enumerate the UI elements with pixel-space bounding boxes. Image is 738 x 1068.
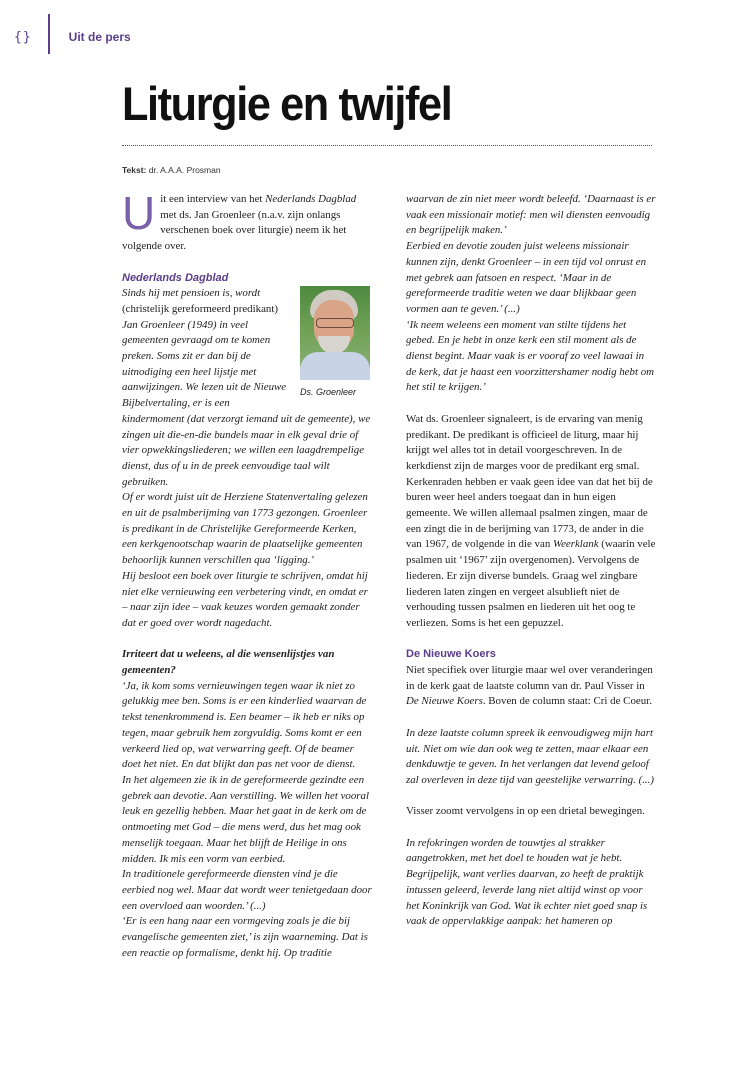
- paragraph-5: In het algemeen zie ik in de gereformeerde gezindte een gebrek aan devotie. Aan verstilling. We willen het vooral leuk en gezellig hebben. Maar het gaat in de kerk om de ontmoeting met God – die mens werd, dus het mag ook menselijk toegaan. Maar het blijft de Heilige in ons midden. Ik mis een vorm van eerbied.: [122, 773, 370, 865]
- byline-label: Tekst:: [122, 165, 147, 175]
- paragraph-3: Hij besloot een boek over liturgie te schrijven, omdat hij niet elke vernieuwing een verbetering vindt, en omdat er – naar zijn idee – vaak keuzes worden gemaakt zonder dat er goed over wordt nagedacht.: [122, 569, 368, 629]
- braces-icon: {}: [14, 29, 32, 45]
- p1-a: Sinds hij met pensioen is, wordt: [122, 287, 261, 300]
- paragraph-r4: [406, 412, 656, 632]
- paragraph-r7: Visser zoomt vervolgens in op een drietal bewegingen.: [406, 805, 645, 818]
- p1-b: (christelijk gereformeerd predikant): [122, 302, 279, 315]
- paragraph-r3: ‘Ik neem weleens een moment van stilte tijdens het gebed. En je hebt in onze kerk een stil moment als de dienst begint. Maar vaak is er vooraf zo veel lawaai in de kerk, dat je haast een voorzittershamer nodig hebt om het stil te krijgen.’: [406, 318, 655, 394]
- paragraph-6: In traditionele gereformeerde diensten vind je die eerbied nog wel. Maar dat wordt weer tenietgedaan door een overvloed aan woorden.’ (...): [122, 868, 372, 912]
- r4-c: (waarin vele psalmen uit ‘1967’ zijn overgenomen). Vervolgens de liederen. Er zijn diverse bundels. Graag wel zingbare liederen laten zingen en vergeet alsublieft niet de verhouding tussen psalmen en liederen uit het oog te verliezen. Soms is het een gepuzzel.: [406, 538, 656, 629]
- subheading-dnk: De Nieuwe Koers: [406, 648, 496, 661]
- byline: [122, 165, 221, 175]
- right-column: [406, 192, 656, 930]
- paragraph-1: [122, 286, 372, 490]
- paragraph-2: Of er wordt juist uit de Herziene Statenvertaling gelezen en uit de psalmberijming van 1773 gezongen. Groenleer is predikant in de Christelijke Gereformeerde Kerken, een kerkgenootschap waarin de plaatselijke gemeenten behoorlijk kunnen verschillen qua ‘ligging.’: [122, 491, 368, 567]
- title-divider: [122, 145, 652, 146]
- article-title: Liturgie en twijfel: [122, 77, 452, 130]
- header-divider: [48, 14, 50, 54]
- interview-question: Irriteert dat u weleens, al die wensenlijstjes van gemeenten?: [122, 648, 335, 677]
- page-header: [14, 22, 131, 52]
- intro-paragraph: [122, 187, 372, 255]
- p1-c: Jan Groenleer (1949) in veel gemeenten gevraagd om te komen preken. Soms zit er dan bij de uitnodiging een heel lijstje met aanwijzingen. We lezen uit de Nieuwe Bijbelvertaling, er is een kindermoment (dat verzorgt iemand uit de gemeente), we zingen uit die-en-die bundels maar in elk geval drie of vier opwekkingsliederen; we willen een laagdrempelige dienst, dus of u in de preek eenvoudige taal wilt gebruiken.: [122, 318, 371, 488]
- intro-source: Nederlands Dagblad: [265, 193, 357, 205]
- portrait-figure: [300, 286, 372, 401]
- r5-c: . Boven de column staat: Cri de Coeur.: [482, 695, 652, 708]
- byline-author: dr. A.A.A. Prosman: [148, 165, 221, 175]
- r5-b: De Nieuwe Koers: [406, 695, 483, 708]
- paragraph-r8: In refokringen worden de touwtjes al strakker aangetrokken, met het doel te houden wat je hebt. Begrijpelijk, want verlies daarvan, zo heeft de praktijk intussen geleerd, leverde lang niet altijd winst op voor het Koninkrijk van God. Wat ik echter niet goed snap is vaak de oppervlakkige aanpak: het hameren op: [406, 836, 648, 928]
- paragraph-r2: Eerbied en devotie zouden juist weleens missionair kunnen zijn, denkt Groenleer – in een tijd vol onrust en met gebrek aan fatsoen en respect. ‘Maar in de gereformeerde traditie weten we daar blijkbaar geen vormen aan te geven.’ (...): [406, 240, 647, 315]
- intro-text: it een interview van het: [160, 193, 266, 205]
- left-column: [122, 187, 372, 961]
- section-label: Uit de pers: [68, 30, 131, 44]
- paragraph-r6: In deze laatste column spreek ik eenvoudigweg mijn hart uit. Niet om wie dan ook weg te zetten, maar elkaar een denkduwtje te geven. In het verlangen dat levend geloof zal overleven in deze tijd van geestelijke verwarring. (...): [406, 726, 654, 786]
- intro-text-end: met ds. Jan Groenleer (n.a.v. zijn onlangs verschenen boek over liturgie) neem ik het volgende over.: [122, 208, 347, 253]
- drop-cap: U: [122, 187, 156, 239]
- r4-b: Weerklank: [553, 538, 599, 551]
- paragraph-4: ‘Ja, ik kom soms vernieuwingen tegen waar ik niet zo gelukkig mee ben. Soms is er een kinderlied waarvan de tekst tenenkrommend is. Een beamer – ik heb er niks op tegen, maar gebruik hem zorgvuldig. Soms komt er een verkeerd lied op, wat verwarring geeft. Of de beamer doet het niet. En dat blijkt dan pas net voor de dienst.: [122, 679, 367, 771]
- r4-a: Wat ds. Groenleer signaleert, is de ervaring van menig predikant. De predikant is officieel de liturg, maar hij krijgt wel alles tot in detail voorgeschreven. In de kerkdienst zijn de marges voor de predikant erg smal. Kerkenraden hebben er vaak geen idee van dat het bij de buren weer heel anders toegaat dan in hun eigen gemeente. We willen allemaal psalmen zingen, maar de een zingt die in de berijming van 1773, de ander in die van 1967, de volgende in die van: [406, 412, 653, 551]
- subheading-nd: Nederlands Dagblad: [122, 271, 229, 284]
- paragraph-r1: waarvan de zin niet meer wordt beleefd. ‘Daarnaast is er vaak een missionair motief: men wil diensten eenvoudig en begrijpelijk maken.’: [406, 193, 656, 237]
- photo-caption: Ds. Groenleer: [300, 387, 357, 398]
- r5-a: Niet specifiek over liturgie maar wel over veranderingen in de kerk gaat de laatste column van dr. Paul Visser in: [406, 664, 653, 692]
- paragraph-r5: [406, 663, 656, 710]
- portrait-photo: [300, 286, 370, 380]
- paragraph-7: ‘Er is een hang naar een vormgeving zoals je die bij evangelische gemeenten ziet,’ is zijn waarneming. Dat is een reactie op formalisme, denkt hij. Op traditie: [122, 915, 368, 959]
